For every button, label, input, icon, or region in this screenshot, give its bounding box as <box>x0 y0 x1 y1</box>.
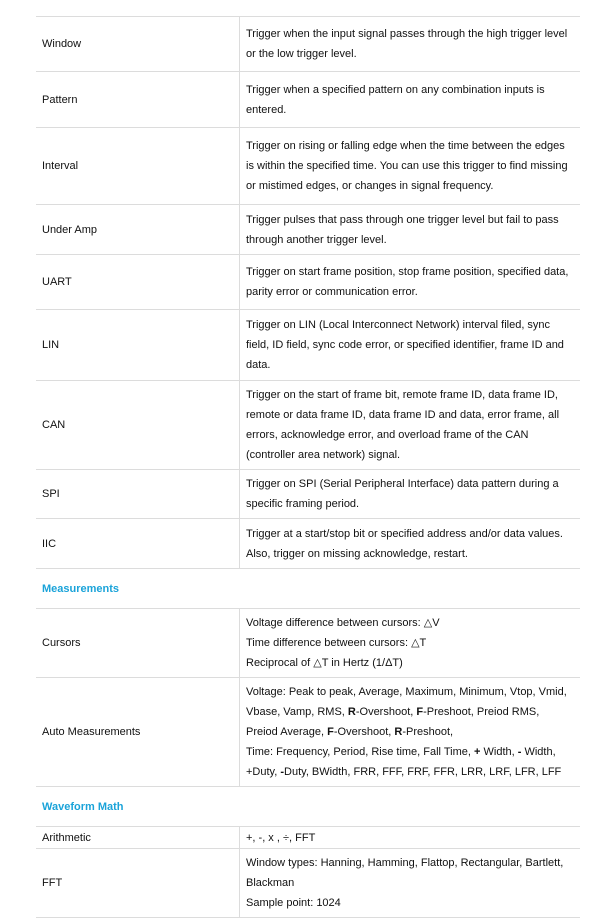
section-heading-row <box>36 787 580 827</box>
cursor-line: Reciprocal of △T in Hertz (1/ΔT) <box>246 657 403 669</box>
row-label: Auto Measurements <box>36 678 240 787</box>
row-description: Trigger pulses that pass through one trigger level but fail to pass through another trigger level. <box>240 205 581 255</box>
row-description <box>240 849 581 918</box>
row-description: Trigger on the start of frame bit, remote frame ID, data frame ID, remote or data frame ID, data frame ID and data, error frame, all errors, acknowledge error, and overload frame of the CAN (controller area network) signal. <box>240 381 581 470</box>
table-row <box>36 310 580 381</box>
spec-table <box>36 16 580 918</box>
row-label: UART <box>36 255 240 310</box>
cursor-line: Voltage difference between cursors: △V <box>246 617 440 629</box>
cursor-line: Time difference between cursors: △T <box>246 637 427 649</box>
row-label: Pattern <box>36 72 240 128</box>
row-label: Cursors <box>36 609 240 678</box>
table-row <box>36 205 580 255</box>
row-description: Trigger on start frame position, stop frame position, specified data, parity error or communication error. <box>240 255 581 310</box>
table-row <box>36 470 580 519</box>
row-description <box>240 609 581 678</box>
row-description: Trigger at a start/stop bit or specified address and/or data values. Also, trigger on missing acknowledge, restart. <box>240 519 581 569</box>
row-description: Trigger when the input signal passes through the high trigger level or the low trigger level. <box>240 17 581 72</box>
section-heading-measurements: Measurements <box>36 569 580 609</box>
table-row <box>36 381 580 470</box>
table-row <box>36 678 580 787</box>
row-description: Trigger on SPI (Serial Peripheral Interface) data pattern during a specific framing period. <box>240 470 581 519</box>
time-measurements: Time: Frequency, Period, Rise time, Fall Time, + Width, - Width, +Duty, -Duty, BWidth, FRR, FFF, FRF, FFR, LRR, LRF, LFR, LFF <box>246 746 562 778</box>
row-description: Trigger on rising or falling edge when the time between the edges is within the specified time. You can use this trigger to find missing or mistimed edges, or changes in signal frequency. <box>240 128 581 205</box>
row-label: Window <box>36 17 240 72</box>
table-row <box>36 72 580 128</box>
table-row <box>36 128 580 205</box>
table-row <box>36 255 580 310</box>
row-description <box>240 678 581 787</box>
section-heading-waveform-math: Waveform Math <box>36 787 580 827</box>
voltage-measurements: Voltage: Peak to peak, Average, Maximum, Minimum, Vtop, Vmid, Vbase, Vamp, RMS, R-Overshoot, F-Preshoot, Preiod RMS, Preiod Average, F-Overshoot, R-Preshoot, <box>246 686 567 738</box>
fft-line: Window types: Hanning, Hamming, Flattop, Rectangular, Bartlett, Blackman <box>246 857 564 889</box>
row-description: +, -, x , ÷, FFT <box>240 827 581 849</box>
row-description: Trigger on LIN (Local Interconnect Network) interval filed, sync field, ID field, sync code error, or specified identifier, frame ID and data. <box>240 310 581 381</box>
row-label: Interval <box>36 128 240 205</box>
table-row <box>36 609 580 678</box>
row-label: CAN <box>36 381 240 470</box>
table-row <box>36 17 580 72</box>
row-description: Trigger when a specified pattern on any combination inputs is entered. <box>240 72 581 128</box>
fft-line: Sample point: 1024 <box>246 897 341 909</box>
table-row <box>36 849 580 918</box>
row-label: Under Amp <box>36 205 240 255</box>
table-row <box>36 827 580 849</box>
row-label: SPI <box>36 470 240 519</box>
row-label: IIC <box>36 519 240 569</box>
table-row <box>36 519 580 569</box>
row-label: Arithmetic <box>36 827 240 849</box>
section-heading-row <box>36 569 580 609</box>
row-label: LIN <box>36 310 240 381</box>
row-label: FFT <box>36 849 240 918</box>
